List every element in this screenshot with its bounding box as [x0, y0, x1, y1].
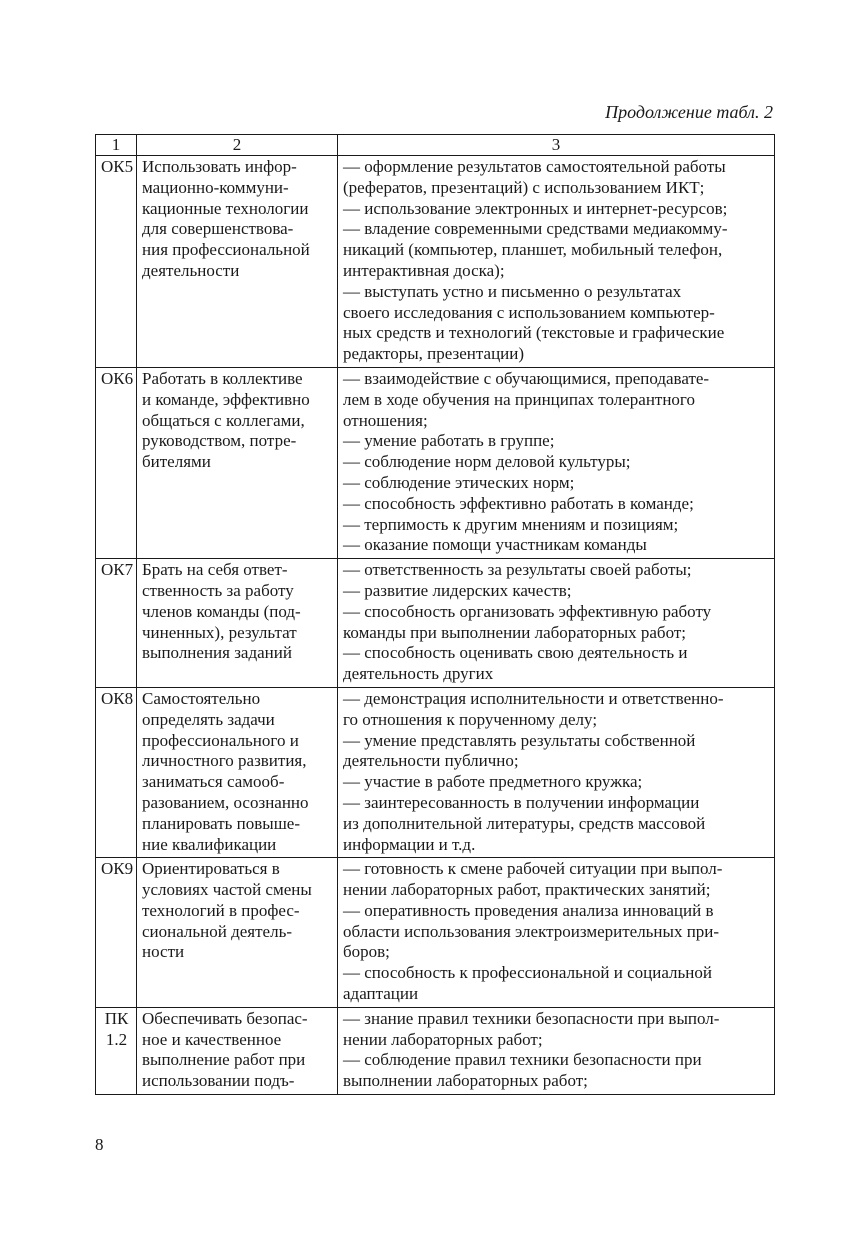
text-line: адаптации — [343, 984, 419, 1004]
competence-description-cell — [137, 1007, 338, 1094]
text-line: ное и качественное — [142, 1029, 282, 1049]
competence-code-cell — [96, 367, 137, 558]
text-line: — знание правил техники безопасности при выпол- — [343, 1008, 720, 1028]
text-line: деятельность других — [343, 664, 494, 684]
text-line: выполнение работ при — [142, 1050, 306, 1070]
text-line: — умение представлять результаты собственной — [343, 730, 696, 750]
text-line: условиях частой смены — [142, 880, 312, 900]
competence-code-cell — [96, 559, 137, 688]
text-line: общаться с коллегами, — [142, 410, 305, 430]
text-line: — терпимость к другим мнениям и позициям; — [343, 514, 679, 534]
text-line: членов команды (под- — [142, 601, 301, 621]
text-line: технологий в профес- — [142, 900, 300, 920]
performance-indicators-cell — [338, 687, 775, 857]
competence-description-cell — [137, 559, 338, 688]
competence-code-cell — [96, 1007, 137, 1094]
text-line: Использовать инфор- — [142, 157, 297, 176]
text-line: ности — [142, 942, 185, 962]
text-line: (рефератов, презентаций) с использованием ИКТ; — [343, 177, 705, 197]
text-line: — способность эффективно работать в команде; — [343, 493, 694, 513]
competence-code-cell — [96, 687, 137, 857]
competence-description-cell — [137, 367, 338, 558]
text-line: Обеспечивать безопас- — [142, 1008, 308, 1028]
text-line: и команде, эффективно — [142, 389, 310, 409]
text-line: — развитие лидерских качеств; — [343, 580, 572, 600]
text-line: ОК7 — [101, 560, 134, 580]
text-line: — способность организовать эффективную работу — [343, 601, 712, 621]
text-line: определять задачи — [142, 709, 275, 729]
text-line: кационные технологии — [142, 198, 309, 218]
text-line: — владение современными средствами медиакомму- — [343, 219, 728, 239]
table-row — [96, 858, 775, 1008]
text-line: области использования электроизмерительных при- — [343, 921, 720, 941]
text-line: своего исследования с использованием компьютер- — [343, 302, 715, 322]
table-row — [96, 1007, 775, 1094]
text-line: ОК5 — [101, 157, 134, 176]
text-line: мационно-коммуни- — [142, 177, 289, 197]
text-line: ных средств и технологий (текстовые и графические — [343, 323, 725, 343]
text-line: деятельности публично; — [343, 751, 519, 771]
text-line: планировать повыше- — [142, 813, 301, 833]
text-line: команды при выполнении лабораторных работ; — [343, 622, 686, 642]
text-line: редакторы, презентации) — [343, 344, 525, 364]
text-line: ОК6 — [101, 368, 134, 388]
text-line: — ответственность за результаты своей работы; — [343, 560, 692, 580]
text-line: ние квалификации — [142, 834, 277, 854]
text-line: Работать в коллективе — [142, 368, 303, 388]
column-header-2: 2 — [137, 135, 338, 156]
text-line: деятельности — [142, 260, 240, 280]
text-line: выполнения заданий — [142, 643, 292, 663]
text-line: нении лабораторных работ, практических занятий; — [343, 880, 711, 900]
competence-description-cell — [137, 156, 338, 368]
text-line: Брать на себя ответ- — [142, 560, 288, 580]
text-line: разованием, осознанно — [142, 792, 309, 812]
performance-indicators-cell — [338, 559, 775, 688]
table-row — [96, 687, 775, 857]
text-line: ОК9 — [101, 859, 134, 879]
table-row — [96, 367, 775, 558]
text-line: профессионального и — [142, 730, 299, 750]
text-line: го отношения к порученному делу; — [343, 709, 598, 729]
text-line: — взаимодействие с обучающимися, преподавате- — [343, 368, 710, 388]
text-line: интерактивная доска); — [343, 260, 505, 280]
text-line: Самостоятельно — [142, 688, 261, 708]
text-line: руководством, потре- — [142, 431, 297, 451]
text-line: использовании подъ- — [142, 1071, 295, 1091]
text-line: — участие в работе предметного кружка; — [343, 772, 643, 792]
text-line: нении лабораторных работ; — [343, 1029, 543, 1049]
text-line: — использование электронных и интернет-ресурсов; — [343, 198, 728, 218]
competence-code-cell — [96, 156, 137, 368]
text-line: выполнении лабораторных работ; — [343, 1071, 588, 1091]
table-body — [96, 156, 775, 1095]
table-row — [96, 156, 775, 368]
performance-indicators-cell — [338, 156, 775, 368]
text-line: — умение работать в группе; — [343, 431, 555, 451]
text-line: 1.2 — [105, 1029, 128, 1049]
text-line: бителями — [142, 452, 211, 472]
column-header-3: 3 — [338, 135, 775, 156]
text-line: ния профессиональной — [142, 240, 310, 260]
performance-indicators-cell — [338, 858, 775, 1008]
text-line: — демонстрация исполнительности и ответственно- — [343, 688, 724, 708]
text-line: боров; — [343, 942, 390, 962]
text-line: для совершенствова- — [142, 219, 294, 239]
text-line: из дополнительной литературы, средств массовой — [343, 813, 706, 833]
text-line: — оперативность проведения анализа инноваций в — [343, 900, 714, 920]
competence-code-cell — [96, 858, 137, 1008]
text-line: ОК8 — [101, 688, 134, 708]
text-line: заниматься самооб- — [142, 772, 285, 792]
text-line: личностного развития, — [142, 751, 307, 771]
text-line: — оформление результатов самостоятельной работы — [343, 157, 726, 176]
text-line: сиональной деятель- — [142, 921, 293, 941]
text-line: — оказание помощи участникам команды — [343, 535, 647, 555]
text-line: информации и т.д. — [343, 834, 476, 854]
competencies-table — [95, 134, 775, 1095]
text-line: чиненных), результат — [142, 622, 297, 642]
text-line: — выступать устно и письменно о результатах — [343, 281, 682, 301]
text-line: отношения; — [343, 410, 428, 430]
competence-description-cell — [137, 687, 338, 857]
column-header-1: 1 — [96, 135, 137, 156]
text-line: — соблюдение этических норм; — [343, 472, 575, 492]
text-line: — способность оценивать свою деятельность и — [343, 643, 688, 663]
page-number: 8 — [95, 1135, 104, 1154]
competence-description-cell — [137, 858, 338, 1008]
text-line: — соблюдение правил техники безопасности при — [343, 1050, 702, 1070]
text-line: лем в ходе обучения на принципах толерантного — [343, 389, 695, 409]
text-line: Ориентироваться в — [142, 859, 280, 879]
table-header-row — [96, 135, 775, 156]
text-line: — готовность к смене рабочей ситуации при выпол- — [343, 859, 723, 879]
performance-indicators-cell — [338, 1007, 775, 1094]
text-line: — заинтересованность в получении информации — [343, 792, 700, 812]
table-row — [96, 559, 775, 688]
text-line: ственность за работу — [142, 580, 294, 600]
text-line: — соблюдение норм деловой культуры; — [343, 452, 631, 472]
performance-indicators-cell — [338, 367, 775, 558]
text-line: — способность к профессиональной и социальной — [343, 963, 712, 983]
text-line: никаций (компьютер, планшет, мобильный телефон, — [343, 240, 723, 260]
text-line: ПК — [104, 1008, 129, 1028]
table-caption: Продолжение табл. 2 — [605, 102, 773, 122]
